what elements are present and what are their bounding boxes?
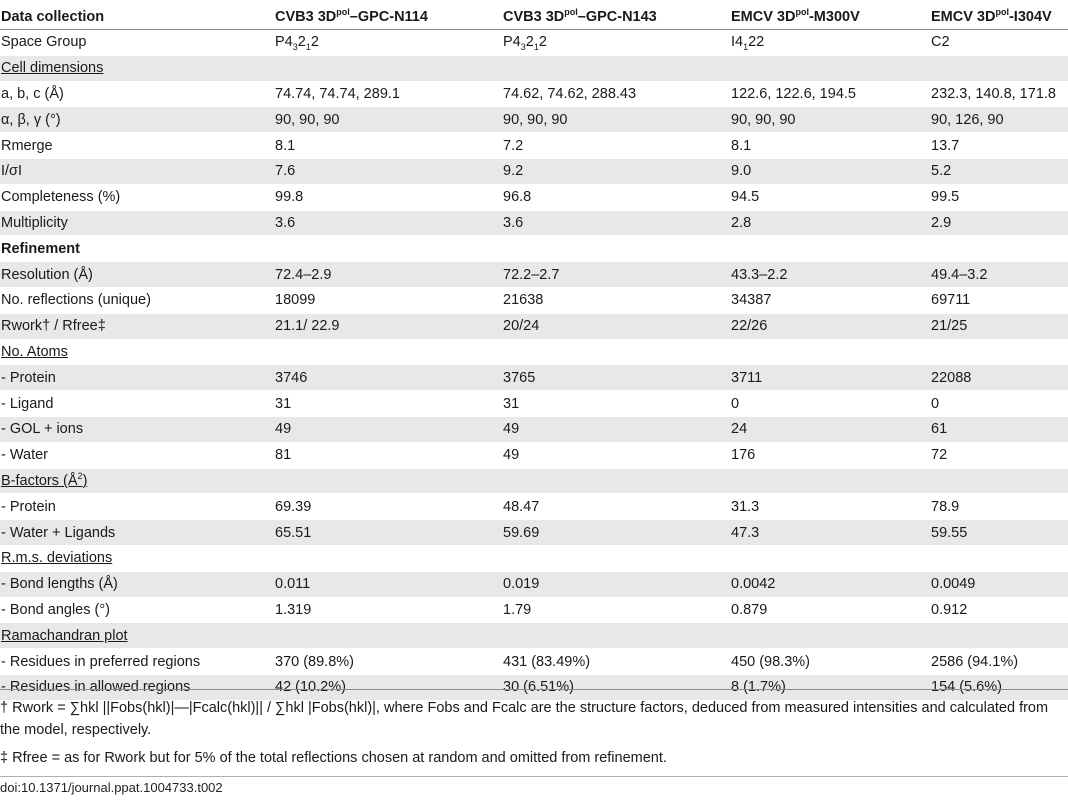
header-cvb3-n143: CVB3 $3D^{pol}-GPC-N143$ <box>503 7 657 25</box>
cell: 90, 90, 90 <box>274 107 502 133</box>
cell <box>930 55 1068 81</box>
row-label: - Residues in preferred regions <box>0 649 274 675</box>
cell <box>502 236 730 262</box>
table-row <box>0 442 1068 468</box>
table-row <box>0 468 1068 494</box>
table-row <box>0 30 1068 56</box>
data-collection-table <box>0 5 1068 700</box>
cell: 3.6 <box>274 210 502 236</box>
table-row <box>0 313 1068 339</box>
cell <box>930 339 1068 365</box>
table-row <box>0 81 1068 107</box>
cell: 59.55 <box>930 520 1068 546</box>
cell <box>730 623 930 649</box>
table-row <box>0 597 1068 623</box>
cell: 90, 90, 90 <box>502 107 730 133</box>
cell: 90, 126, 90 <box>930 107 1068 133</box>
cell: 0 <box>730 391 930 417</box>
cell: 34387 <box>730 287 930 313</box>
table-row <box>0 674 1068 699</box>
row-label: - Bond angles (°) <box>0 597 274 623</box>
cell: 72 <box>930 442 1068 468</box>
table-row <box>0 571 1068 597</box>
table-row <box>0 545 1068 571</box>
cell: 99.5 <box>930 184 1068 210</box>
table-row <box>0 55 1068 81</box>
cell: 2586 (94.1%) <box>930 649 1068 675</box>
cell: 22088 <box>930 365 1068 391</box>
cell: 20/24 <box>502 313 730 339</box>
row-label: α, β, γ (°) <box>0 107 274 133</box>
cell: 450 (98.3%) <box>730 649 930 675</box>
row-label: Refinement <box>0 236 274 262</box>
footnote-rwork: † Rwork = ∑hkl ||Fobs(hkl)|—|Fcalc(hkl)|| / ∑hkl |Fobs(hkl)|, where Fobs and Fcalc are the structure factors, deduced from measured intensities and calculated from the model, respectively. <box>0 700 1049 738</box>
cell <box>730 55 930 81</box>
cell: 7.2 <box>502 133 730 159</box>
cell: 0 <box>930 391 1068 417</box>
table-row <box>0 365 1068 391</box>
row-label: Completeness (%) <box>0 184 274 210</box>
cell: 3746 <box>274 365 502 391</box>
row-label: - Protein <box>0 494 274 520</box>
cell: 7.6 <box>274 158 502 184</box>
cell: 13.7 <box>930 133 1068 159</box>
cell: 3765 <box>502 365 730 391</box>
row-label: - Ligand <box>0 391 274 417</box>
table-row <box>0 391 1068 417</box>
cell: 69.39 <box>274 494 502 520</box>
table-row <box>0 520 1068 546</box>
row-label: - Water + Ligands <box>0 520 274 546</box>
cell: 72.4–2.9 <box>274 262 502 288</box>
table-row <box>0 236 1068 262</box>
row-label: B-factors $(Å^2)$ <box>0 468 274 494</box>
table-bottom-rule <box>0 689 1068 690</box>
cell: C2 <box>930 30 1068 56</box>
cell: 154 (5.6%) <box>930 674 1068 699</box>
cell <box>502 545 730 571</box>
cell: 8.1 <box>730 133 930 159</box>
cell: 0.019 <box>502 571 730 597</box>
cell: 94.5 <box>730 184 930 210</box>
cell <box>274 339 502 365</box>
cell <box>730 339 930 365</box>
row-label: Ramachandran plot <box>0 623 274 649</box>
table-row <box>0 287 1068 313</box>
cell <box>274 545 502 571</box>
cell: 74.74, 74.74, 289.1 <box>274 81 502 107</box>
cell: 69711 <box>930 287 1068 313</box>
table-header-row <box>0 5 1068 30</box>
row-label: Cell dimensions <box>0 55 274 81</box>
cell: 78.9 <box>930 494 1068 520</box>
cell: 47.3 <box>730 520 930 546</box>
cell: 3.6 <box>502 210 730 236</box>
cell: 24 <box>730 416 930 442</box>
row-label: Resolution (Å) <box>0 262 274 288</box>
cell: 81 <box>274 442 502 468</box>
cell: 3711 <box>730 365 930 391</box>
cell: 49 <box>502 416 730 442</box>
cell: $P4_32_12$ <box>502 30 730 56</box>
cell: 0.0049 <box>930 571 1068 597</box>
row-label: Rmerge <box>0 133 274 159</box>
cell: 22/26 <box>730 313 930 339</box>
cell: $P4_32_12$ <box>274 30 502 56</box>
cell: 176 <box>730 442 930 468</box>
cell: 0.879 <box>730 597 930 623</box>
table-row <box>0 262 1068 288</box>
row-label: - Water <box>0 442 274 468</box>
header-emcv-i304v: EMCV $3D^{pol}-I304V$ <box>931 7 1052 25</box>
cell <box>274 468 502 494</box>
cell: 74.62, 74.62, 288.43 <box>502 81 730 107</box>
cell <box>502 468 730 494</box>
footnote-rfree: ‡ Rfree = as for Rwork but for 5% of the total reflections chosen at random and omitted from refinement. <box>0 750 667 766</box>
row-label: - GOL + ions <box>0 416 274 442</box>
cell: 9.2 <box>502 158 730 184</box>
cell: 370 (89.8%) <box>274 649 502 675</box>
cell: 90, 90, 90 <box>730 107 930 133</box>
row-label: I/σI <box>0 158 274 184</box>
cell <box>730 468 930 494</box>
cell <box>930 545 1068 571</box>
cell: 48.47 <box>502 494 730 520</box>
cell: 232.3, 140.8, 171.8 <box>930 81 1068 107</box>
table-row <box>0 649 1068 675</box>
cell: 0.912 <box>930 597 1068 623</box>
cell: 96.8 <box>502 184 730 210</box>
row-label: R.m.s. deviations <box>0 545 274 571</box>
cell: 0.011 <box>274 571 502 597</box>
cell <box>730 236 930 262</box>
row-label: - Protein <box>0 365 274 391</box>
cell: 2.8 <box>730 210 930 236</box>
table-row <box>0 339 1068 365</box>
row-label: Space Group <box>0 30 274 56</box>
cell: 21/25 <box>930 313 1068 339</box>
doi-label: doi:10.1371/journal.ppat.1004733.t002 <box>0 780 223 795</box>
cell: 61 <box>930 416 1068 442</box>
cell <box>930 468 1068 494</box>
cell: 8 (1.7%) <box>730 674 930 699</box>
cell: 1.79 <box>502 597 730 623</box>
cell <box>502 55 730 81</box>
cell: 65.51 <box>274 520 502 546</box>
cell <box>930 623 1068 649</box>
cell <box>730 545 930 571</box>
cell: 21638 <box>502 287 730 313</box>
table-row <box>0 107 1068 133</box>
table-row <box>0 494 1068 520</box>
cell: 43.3–2.2 <box>730 262 930 288</box>
row-label: Multiplicity <box>0 210 274 236</box>
cell: 9.0 <box>730 158 930 184</box>
cell: 99.8 <box>274 184 502 210</box>
cell: 49.4–3.2 <box>930 262 1068 288</box>
cell: 30 (6.51%) <box>502 674 730 699</box>
cell: 5.2 <box>930 158 1068 184</box>
row-label: - Residues in allowed regions <box>0 674 274 699</box>
cell: 2.9 <box>930 210 1068 236</box>
cell: 18099 <box>274 287 502 313</box>
cell: 72.2–2.7 <box>502 262 730 288</box>
cell: 31 <box>502 391 730 417</box>
table-row <box>0 623 1068 649</box>
cell: 8.1 <box>274 133 502 159</box>
cell <box>502 623 730 649</box>
cell: 122.6, 122.6, 194.5 <box>730 81 930 107</box>
table-row <box>0 133 1068 159</box>
row-label: a, b, c (Å) <box>0 81 274 107</box>
table-row <box>0 210 1068 236</box>
cell: 49 <box>502 442 730 468</box>
row-label: - Bond lengths (Å) <box>0 571 274 597</box>
table-row <box>0 184 1068 210</box>
row-label: Rwork† / Rfree‡ <box>0 313 274 339</box>
cell: 21.1/ 22.9 <box>274 313 502 339</box>
row-label: No. reflections (unique) <box>0 287 274 313</box>
cell <box>274 55 502 81</box>
table-row <box>0 416 1068 442</box>
doi-divider <box>0 776 1068 777</box>
header-cvb3-n114: CVB3 $3D^{pol}-GPC-N114$ <box>275 7 428 25</box>
cell: $I4_122$ <box>730 30 930 56</box>
cell: 59.69 <box>502 520 730 546</box>
cell <box>930 236 1068 262</box>
cell: 0.0042 <box>730 571 930 597</box>
header-emcv-m300v: EMCV $3D^{pol}-M300V$ <box>731 7 860 25</box>
cell: 1.319 <box>274 597 502 623</box>
cell: 31 <box>274 391 502 417</box>
cell: 31.3 <box>730 494 930 520</box>
cell: 431 (83.49%) <box>502 649 730 675</box>
row-label: No. Atoms <box>0 339 274 365</box>
cell: 42 (10.2%) <box>274 674 502 699</box>
table-row <box>0 158 1068 184</box>
header-data-collection: Data collection <box>1 9 105 25</box>
cell: 49 <box>274 416 502 442</box>
cell <box>502 339 730 365</box>
cell <box>274 623 502 649</box>
cell <box>274 236 502 262</box>
